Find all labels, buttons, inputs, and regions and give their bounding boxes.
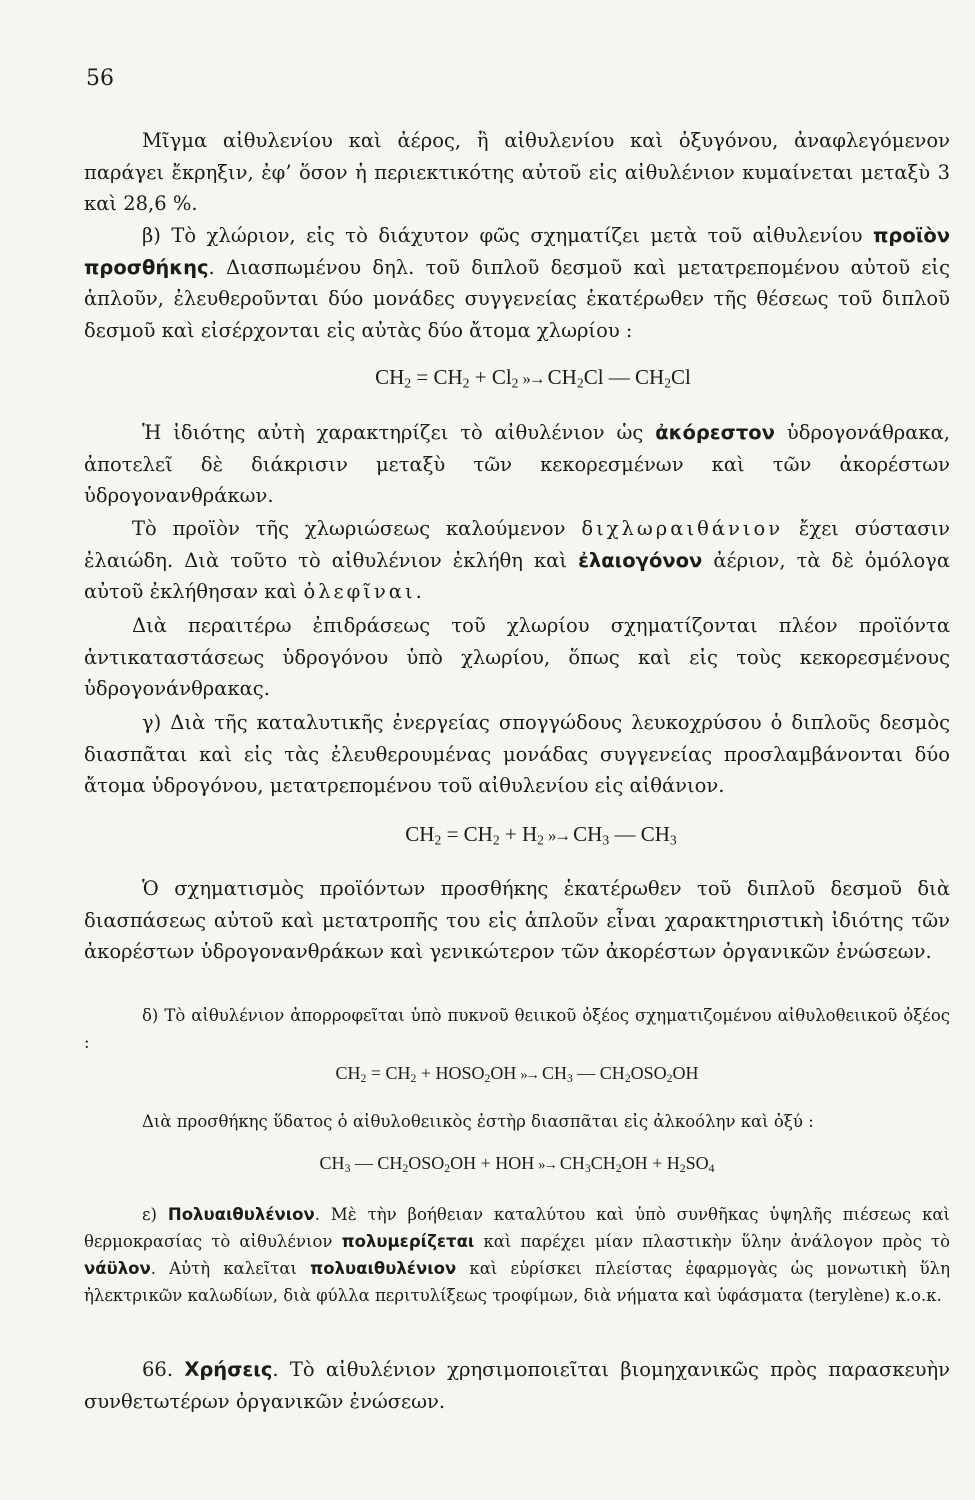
text: Τὸ προϊὸν τῆς χλωριώσεως καλούμενον xyxy=(132,517,582,540)
term-nylon: νάϋλον xyxy=(84,1259,151,1278)
reaction-arrow-icon: »→ xyxy=(538,1157,556,1173)
paragraph-unsaturated xyxy=(84,417,950,512)
text: . Μὲ τὴν βοήθειαν καταλύτου καὶ ὑπὸ συνθῆκας ὑψηλῆς πιέσεως καὶ θερμοκρασίας τὸ αἰθυλένιον xyxy=(84,1205,950,1251)
paragraph-addition-property: Ὁ σχηματισμὸς προϊόντων προσθήκης ἑκατέρωθεν τοῦ διπλοῦ δεσμοῦ διὰ διασπάσεως αὐτοῦ καὶ μετατροπῆς του εἰς ἁπλοῦν εἶναι χαρακτηριστικὴ ἰδιότης τῶν ἀκορέστων ὑδρογονανθράκων καὶ γενικώτερον τῶν ἀκορέστων ὀργανικῶν ἐνώσεων. xyxy=(84,877,950,963)
text: Ἡ ἰδιότης αὐτὴ χαρακτηρίζει τὸ αἰθυλένιον ὡς xyxy=(142,421,656,444)
paragraph-mixture: Μῖγμα αἰθυλενίου καὶ ἀέρος, ἢ αἰθυλενίου καὶ ὀξυγόνου, ἀναφλεγόμενον παράγει ἔκρηξιν, ἐφ’ ὅσον ἡ περιεκτικότης αὐτοῦ εἰς αἰθυλένιον κυμαίνεται μεταξὺ 3 καὶ 28,6 %. xyxy=(84,129,950,215)
paragraph-uses xyxy=(84,1354,950,1417)
paragraph-substitution: Διὰ περαιτέρω ἐπιδράσεως τοῦ χλωρίου σχηματίζονται πλέον προϊόντα ἀντικαταστάσεως ὑδρογόνου ὑπὸ χλωρίου, ὅπως καὶ εἰς τοὺς κεκορεσμένους ὑδρογονάνθρακας. xyxy=(84,614,950,700)
text: ε) xyxy=(142,1205,168,1224)
text: . xyxy=(415,580,422,603)
text: . Τὸ αἰθυλένιον χρησιμοποιεῖται βιομηχανικῶς πρὸς παρασκευὴν συνθετωτέρων ὀργανικῶν ἐνώσεων. xyxy=(84,1358,950,1413)
equation-hydrogenation: $CH_2 = CH_2 + H_2$ »→ $CH_3$ — $CH_3$ xyxy=(405,822,677,848)
text: καὶ εὑρίσκει πλείστας ἐφαρμογὰς ὡς μονωτικὴ ὕλη ἠλεκτρικῶν καλωδίων, διὰ φύλλα περιτυλίξεως τροφίμων, διὰ νήματα καὶ ὑφάσματα (terylène) κ.ο.κ. xyxy=(84,1259,951,1305)
reaction-arrow-icon: »→ xyxy=(520,1067,538,1083)
section-number: 66. xyxy=(142,1358,185,1381)
equation-hydrolysis: $CH_3$ — $CH_2OSO_2OH$ + HOH »→ $CH_3CH_2OH + H_2SO_4$ xyxy=(319,1153,715,1175)
term-polyethylene: Πολυαιθυλένιον xyxy=(167,1205,315,1224)
term-unsaturated: ἀκόρεστον xyxy=(655,421,775,444)
term-oil-forming: ἐλαιογόνον xyxy=(578,548,703,572)
reaction-arrow-icon: »→ xyxy=(522,369,544,388)
paragraph-chlorination-product xyxy=(84,513,950,608)
text: β) Τὸ χλώριον, εἰς τὸ διάχυτον φῶς σχηματίζει μετὰ τοῦ αἰθυλενίου xyxy=(142,224,873,247)
section-heading-uses: Χρήσεις xyxy=(184,1358,273,1381)
text: ἀέριον, τὰ δὲ ὁμόλογα αὐτοῦ ἐκλήθησαν καὶ xyxy=(84,548,951,603)
reaction-arrow-icon: »→ xyxy=(548,826,570,845)
term-olefins: ὀλεφῖναι xyxy=(303,580,416,603)
paragraph-sulfuric-acid: δ) Τὸ αἰθυλένιον ἀπορροφεῖται ὑπὸ πυκνοῦ θειικοῦ ὀξέος σχηματιζομένου αἰθυλοθειικοῦ ὀξέος : xyxy=(84,1006,950,1052)
term-addition-product: προϊὸν προσθήκης xyxy=(84,224,950,279)
paragraph-polyethylene xyxy=(84,1201,950,1309)
text: . Διασπωμένου δηλ. τοῦ διπλοῦ δεσμοῦ καὶ μετατρεπομένου αὐτοῦ εἰς ἁπλοῦν, ἐλευθεροῦνται δύο μονάδες συγγενείας ἑκατέρωθεν τῆς θέσεως τοῦ διπλοῦ δεσμοῦ καὶ εἰσέρχονται εἰς αὐτὰς δύο ἄτομα χλωρίου : xyxy=(84,255,950,342)
paragraph-hydrolysis: Διὰ προσθήκης ὕδατος ὁ αἰθυλοθειικὸς ἐστὴρ διασπᾶται εἰς ἀλκοόλην καὶ ὀξύ : xyxy=(142,1112,814,1131)
text: . Αὐτὴ καλεῖται xyxy=(150,1259,311,1278)
equation-sulfation: $CH_2 = CH_2$ + $HOSO_2OH$ »→ $CH_3$ — $CH_2OSO_2OH$ xyxy=(335,1063,699,1085)
term-dichloroethane: διχλωραιθάνιον xyxy=(581,517,784,540)
text: ὑδρογονάθρακα, ἀποτελεῖ δὲ διάκρισιν μεταξὺ τῶν κεκορεσμένων καὶ τῶν ἀκορέστων ὑδρογονανθράκων. xyxy=(84,421,950,507)
text: καὶ παρέχει μίαν πλαστικὴν ὕλην ἀνάλογον πρὸς τὸ xyxy=(474,1232,950,1251)
term-polymerizes: πολυμερίζεται xyxy=(341,1232,475,1251)
term-polyethylene: πολυαιθυλένιον xyxy=(310,1259,457,1278)
page-number: 56 xyxy=(86,66,114,91)
text: ἔχει σύστασιν ἐλαιώδη. Διὰ τοῦτο τὸ αἰθυλένιον ἐκλήθη καὶ xyxy=(84,517,950,572)
paragraph-chlorine xyxy=(84,220,950,346)
equation-chlorination: $CH_2 = CH_2 + Cl_2$ »→ $CH_2Cl$ — $CH_2Cl$ xyxy=(375,365,691,391)
paragraph-hydrogenation: γ) Διὰ τῆς καταλυτικῆς ἐνεργείας σπογγώδους λευκοχρύσου ὁ διπλοῦς δεσμὸς διασπᾶται καὶ εἰς τὰς ἐλευθερουμένας μονάδας συγγενείας προσλαμβάνονται δύο ἄτομα ὑδρογόνου, μετατρεπομένου τοῦ αἰθυλενίου εἰς αἰθάνιον. xyxy=(84,711,950,797)
